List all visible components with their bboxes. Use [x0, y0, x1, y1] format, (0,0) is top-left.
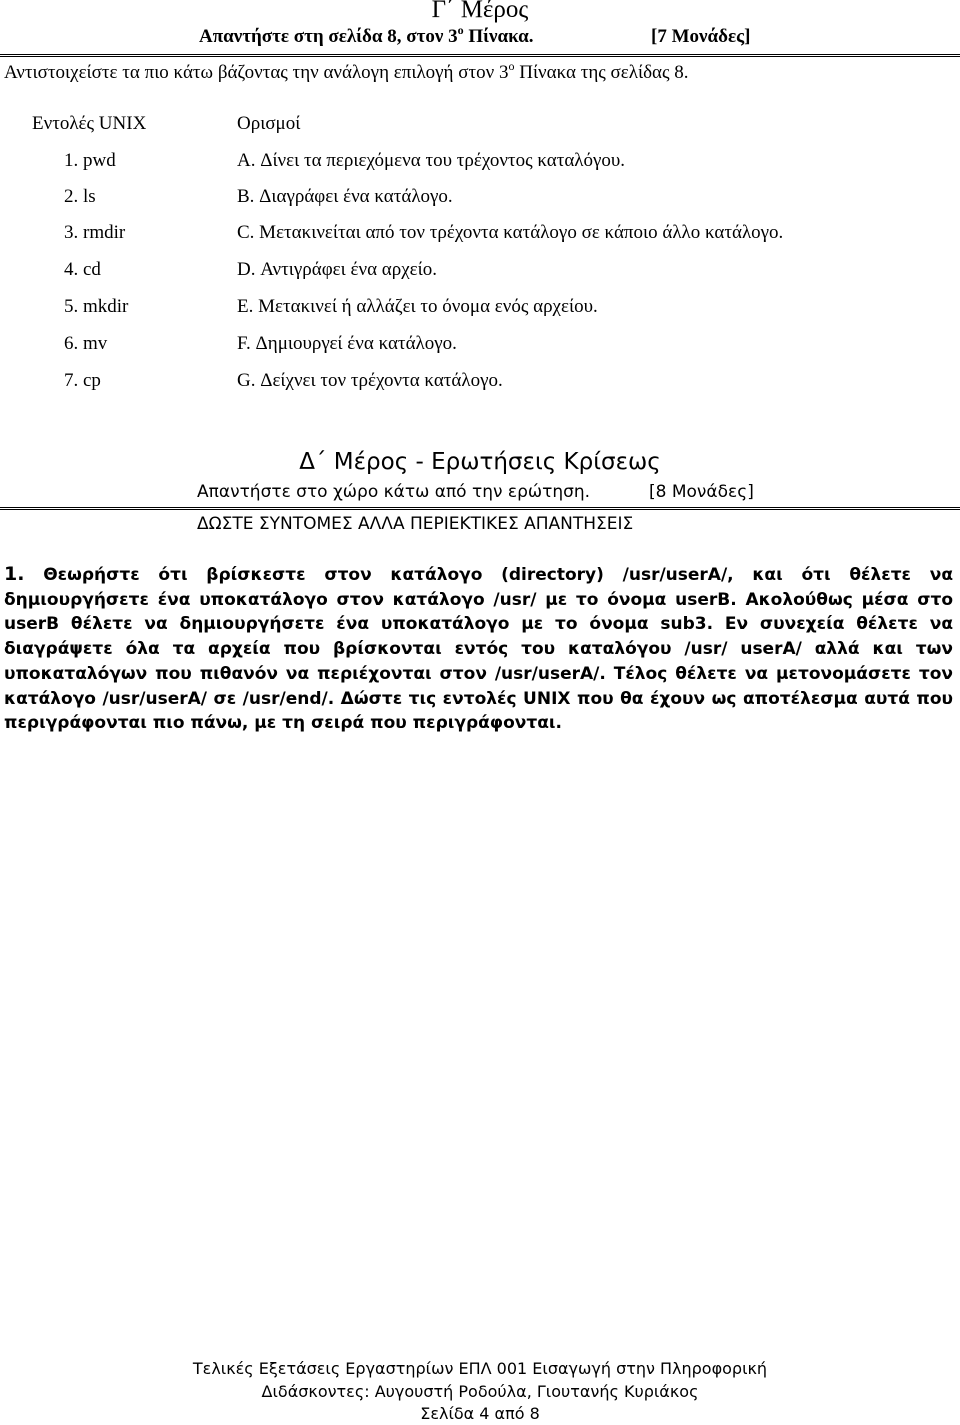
definition-item: G. Δείχνει τον τρέχοντα κατάλογο. [237, 370, 503, 391]
part-c-instruction-text: Απαντήστε στη σελίδα 8, στον 3 [199, 26, 458, 47]
question-number: 1. [4, 563, 25, 585]
part-c-instruction [199, 23, 534, 48]
command-item: 3. rmdir [64, 222, 126, 243]
command-item: 2. ls [64, 186, 96, 207]
command-item: 4. cd [64, 259, 101, 280]
superscript: ο [457, 23, 464, 37]
question-text: Θεωρήστε ότι βρίσκεστε στον κατάλογο (directory) /usr/userA/, και ότι θέλετε να δημιουργήσετε ένα υποκατάλογο στον κατάλογο /usr/ με το όνομα userB. Ακολούθως μέσα στο userB θέλετε να δημιουργήσετε ένα υποκατάλογο με το όνομα sub3. Εν συνεχεία θέλετε να διαγράψετε όλα τα αρχεία που βρίσκονται εντός του καταλόγου /usr/ userA/ αλλά και των υποκαταλόγων που πιθανόν να περιέχονται στον /usr/userA/. Τέλος θέλετε να μετονομάσετε τον κατάλογο /usr/userA/ σε /usr/end/. Δώστε τις εντολές UNIX που θα έχουν ως αποτέλεσμα αυτά που περιγράφονται πιο πάνω, με τη σειρά που περιγράφονται. [4, 565, 954, 734]
part-c-task-text: Αντιστοιχείστε τα πιο κάτω βάζοντας την ανάλογη επιλογή στον 3 [4, 62, 509, 83]
command-item: 6. mv [64, 333, 108, 354]
part-c-task-end: Πίνακα της σελίδας 8. [514, 62, 689, 83]
definitions-header: Ορισμοί [237, 113, 301, 134]
divider [0, 507, 960, 510]
definition-item: F. Δημιουργεί ένα κατάλογο. [237, 333, 457, 354]
definition-item: E. Μετακινεί ή αλλάζει το όνομα ενός αρχείου. [237, 296, 598, 317]
commands-header: Εντολές UNIX [32, 113, 147, 134]
command-item: 1. pwd [64, 150, 116, 171]
part-d-title: Δ΄ Μέρος - Ερωτήσεις Κρίσεως [299, 449, 661, 475]
footer-page-number: Σελίδα 4 από 8 [420, 1404, 540, 1423]
part-d-points: [8 Μονάδες] [649, 482, 754, 502]
part-d-instruction: Απαντήστε στο χώρο κάτω από την ερώτηση. [197, 482, 591, 502]
part-c-task [4, 59, 689, 84]
footer-course: Τελικές Εξετάσεις Εργαστηρίων ΕΠΛ 001 Εισαγωγή στην Πληροφορική [192, 1359, 768, 1378]
definition-item: B. Διαγράφει ένα κατάλογο. [237, 186, 453, 207]
question-1 [4, 562, 953, 736]
command-item: 5. mkdir [64, 296, 129, 317]
definition-item: A. Δίνει τα περιεχόμενα του τρέχοντος καταλόγου. [237, 150, 626, 171]
definition-item: C. Μετακινείται από τον τρέχοντα κατάλογο σε κάποιο άλλο κατάλογο. [237, 222, 784, 243]
superscript: ο [508, 59, 515, 73]
part-c-points: [7 Μονάδες] [651, 26, 751, 47]
part-c-instruction-end: Πίνακα. [463, 26, 534, 47]
command-item: 7. cp [64, 370, 101, 391]
part-c-title: Γ΄ Μέρος [431, 0, 529, 23]
definition-item: D. Αντιγράφει ένα αρχείο. [237, 259, 437, 280]
divider [0, 54, 960, 57]
footer-instructors: Διδάσκοντες: Αυγουστή Ροδούλα, Γιουτανής Κυριάκος [261, 1382, 699, 1401]
part-d-caps-note: ΔΩΣΤΕ ΣΥΝΤΟΜΕΣ ΑΛΛΑ ΠΕΡΙΕΚΤΙΚΕΣ ΑΠΑΝΤΗΣΕΙΣ [197, 514, 634, 534]
